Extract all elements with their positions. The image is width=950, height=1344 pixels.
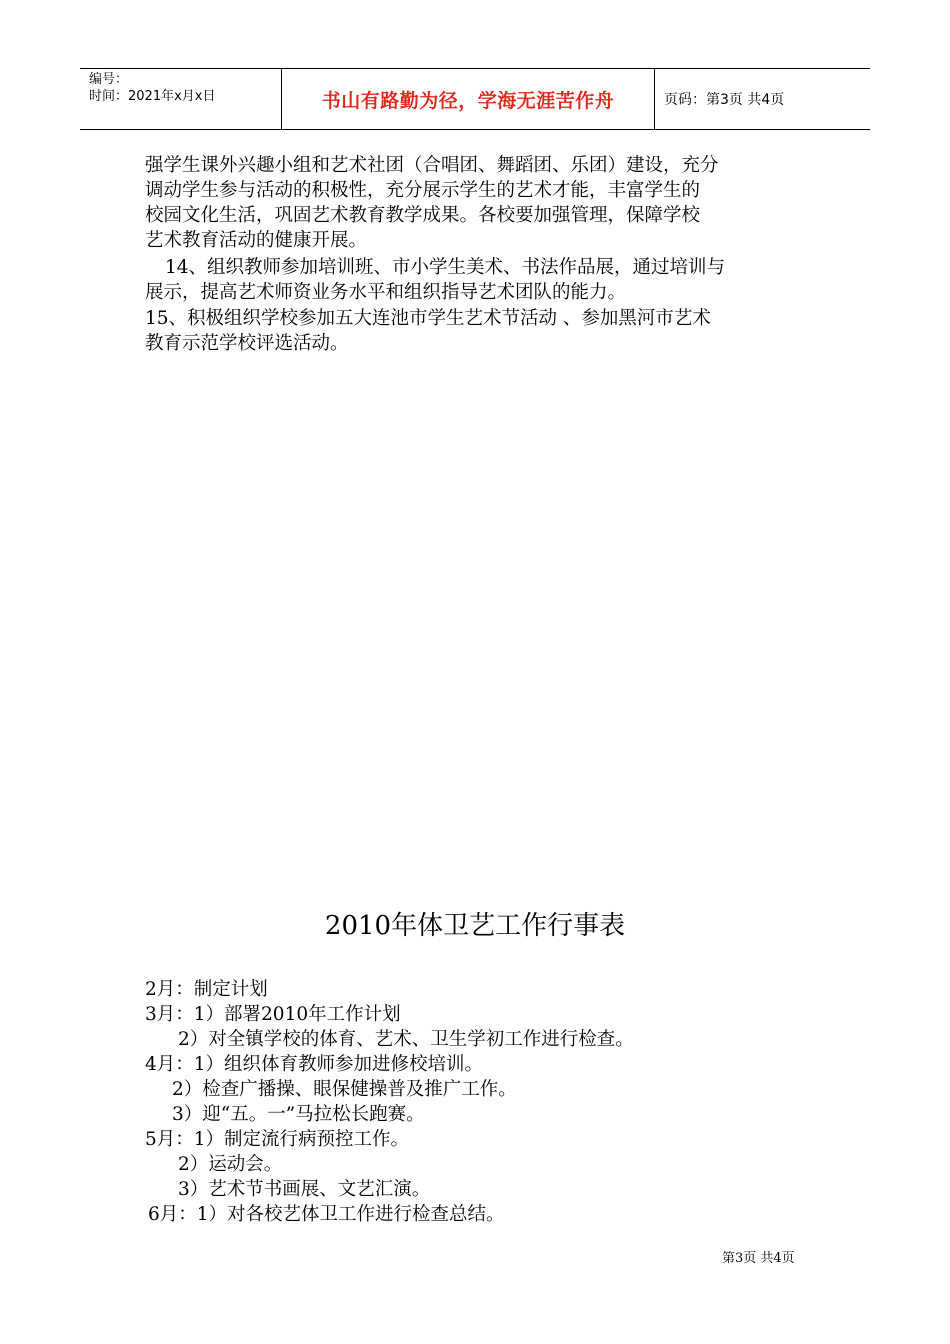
text-line: 14、组织教师参加培训班、市小学生美术、书法作品展，通过培训与	[165, 257, 726, 278]
document-number-label: 编号：	[89, 72, 129, 87]
schedule-title: 2010年体卫艺工作行事表	[324, 911, 626, 941]
text-line: 强学生课外兴趣小组和艺术社团（合唱团、舞蹈团、乐团）建设，充分	[145, 155, 719, 176]
schedule-line: 3）迎“五。一”马拉松长跑赛。	[172, 1104, 425, 1125]
schedule-line: 2）检查广播操、眼保健操普及推广工作。	[172, 1079, 517, 1100]
schedule-line: 3月：1）部署2010年工作计划	[145, 1004, 401, 1025]
schedule-line: 6月：1）对各校艺体卫工作进行检查总结。	[148, 1204, 505, 1225]
text-line: 教育示范学校评选活动。	[145, 333, 349, 354]
item-14	[145, 255, 815, 305]
item-15	[145, 306, 815, 356]
schedule-line: 2）对全镇学校的体育、艺术、卫生学初工作进行检查。	[178, 1029, 634, 1050]
schedule-line: 2月：制定计划	[145, 979, 268, 1000]
document-time-label: 时间：2021年x月x日	[89, 89, 216, 104]
text-line: 调动学生参与活动的积极性，充分展示学生的艺术才能，丰富学生的	[145, 180, 701, 201]
text-line: 展示，提高艺术师资业务水平和组织指导艺术团队的能力。	[145, 282, 627, 303]
schedule-line: 3）艺术节书画展、文艺汇演。	[178, 1179, 431, 1200]
header-table	[80, 68, 870, 130]
header-info-cell	[80, 69, 282, 129]
text-line: 校园文化生活，巩固艺术教育教学成果。各校要加强管理，保障学校	[145, 205, 701, 226]
text-line: 15、积极组织学校参加五大连池市学生艺术节活动 、参加黑河市艺术	[145, 308, 711, 329]
header-motto: 书山有路勤为径，学海无涯苦作舟	[282, 69, 655, 129]
header-page-label: 页码：第3页 共4页	[664, 92, 785, 108]
text-line: 艺术教育活动的健康开展。	[145, 230, 368, 251]
schedule-line: 2）运动会。	[178, 1154, 283, 1175]
schedule-line: 5月：1）制定流行病预控工作。	[145, 1129, 410, 1150]
paragraph-continuation	[145, 153, 815, 253]
page-footer: 第3页 共4页	[722, 1251, 795, 1266]
schedule-line: 4月：1）组织体育教师参加进修校培训。	[145, 1054, 484, 1075]
